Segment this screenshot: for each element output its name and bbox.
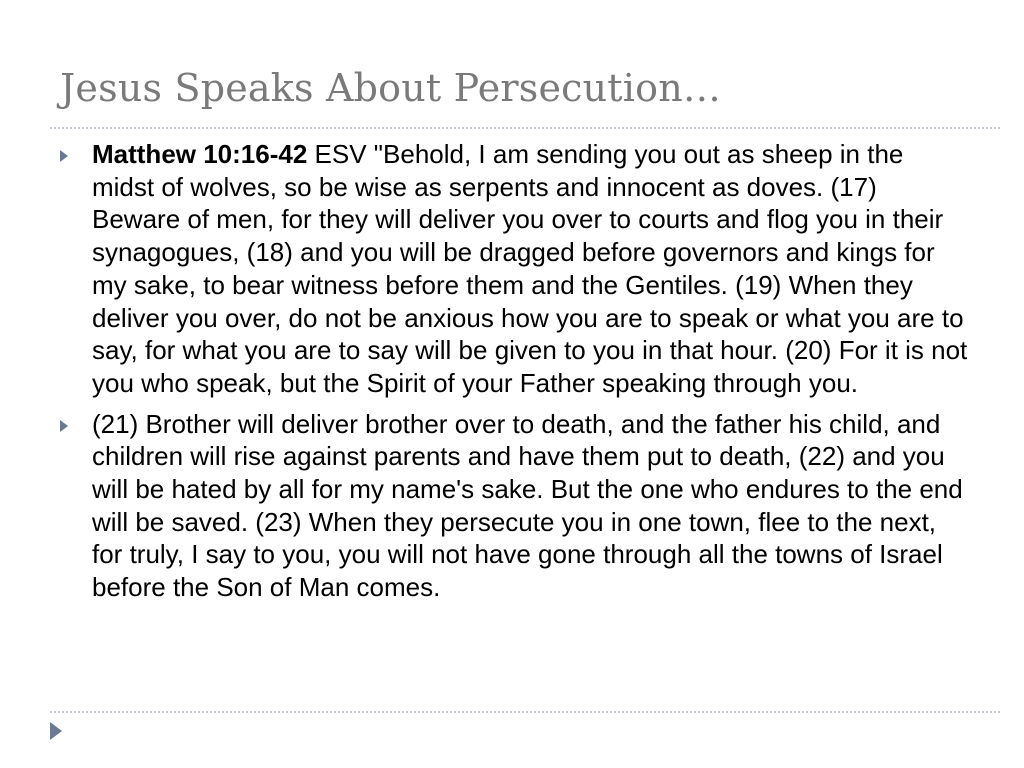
title-divider — [50, 127, 1000, 129]
scripture-reference: Matthew 10:16-42 — [92, 139, 308, 169]
bullet-item — [92, 138, 972, 400]
bullet-list — [92, 138, 972, 612]
triangle-bullet-icon — [60, 150, 68, 162]
triangle-bullet-icon — [60, 420, 68, 432]
bullet-text: (21) Brother will deliver brother over to death, and the father his child, and children will rise against parents and have them put to death, (22) and you will be hated by all for my name's sake. But the one who endures to the end will be saved. (23) When they persecute you in one town, flee to the next, for truly, I say to you, you will not have gone through all the towns of Israel before the Son of Man comes. — [92, 408, 963, 603]
next-slide-arrow-icon[interactable] — [50, 722, 62, 740]
bullet-text: ESV "Behold, I am sending you out as sheep in the midst of wolves, so be wise as serpents and innocent as doves. (17) Beware of men, for they will deliver you over to courts and flog you in their synagogues, (18) and you will be dragged before governors and kings for my sake, to bear witness before them and the Gentiles. (19) When they deliver you over, do not be anxious how you are to speak or what you are to say, for what you are to say will be given to you in that hour. (20) For it is not you who speak, but the Spirit of your Father speaking through you. — [92, 139, 968, 398]
footer-divider — [50, 711, 1000, 713]
bullet-item — [92, 408, 972, 604]
slide-title: Jesus Speaks About Persecution… — [60, 66, 722, 110]
